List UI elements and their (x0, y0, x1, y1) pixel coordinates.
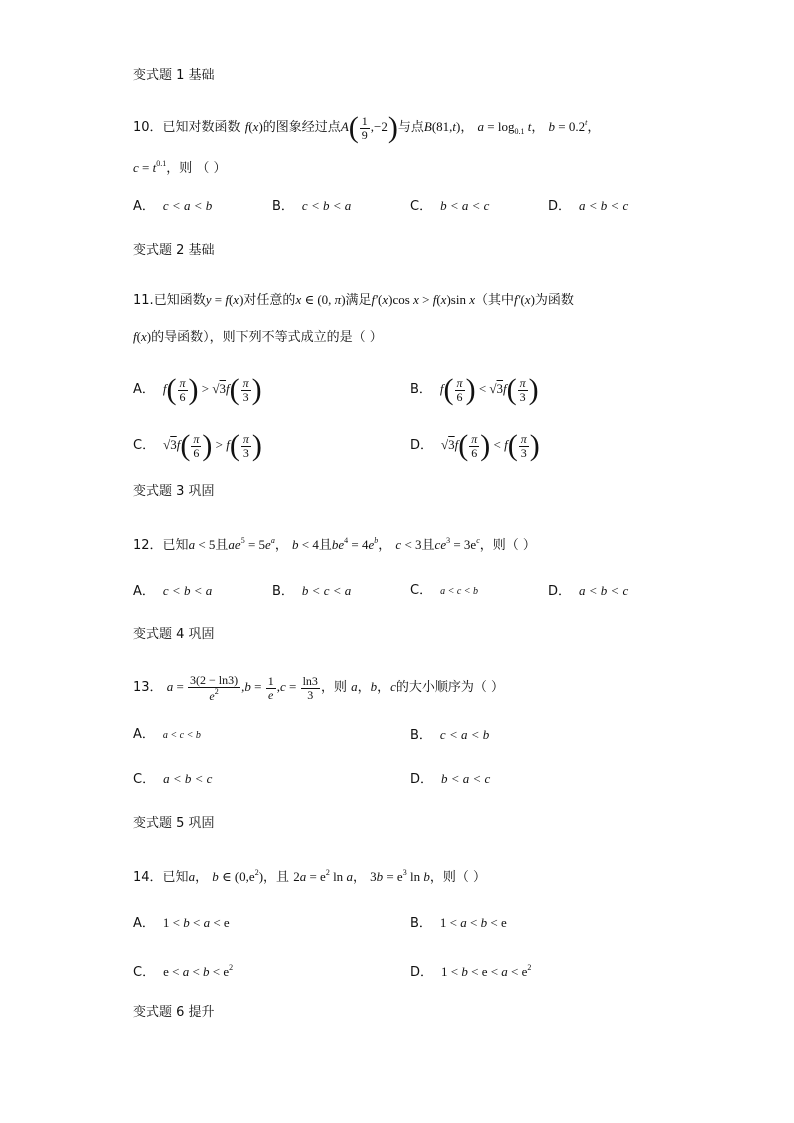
option-a[interactable]: A． c < a < b (133, 198, 213, 214)
question-number: 11. (133, 293, 154, 308)
option-c[interactable]: C． $e < a < b < e^2$ (133, 963, 234, 980)
math-formula: $c = t^{0.1}$ (133, 159, 167, 175)
question-number: 12． (133, 538, 163, 553)
option-a[interactable]: A． 1 < b < a < e (133, 915, 230, 931)
question-11-line2: f(x)的导函数），则下列不等式成立的是（ ） (133, 329, 383, 345)
option-d[interactable]: D． $1 < b < e < a < e^2$ (410, 963, 532, 980)
question-13: 13． a = $\frac{3(2 - \ln 3)}{e^2}$ ,b = $\frac{1}{e}$ ,c = $\frac{\ln 3}{3}$ ，则 a，b，c的大小顺序为（ ） (133, 673, 505, 703)
option-d[interactable]: D． a < b < c (548, 198, 629, 214)
math-formula: $b = 0.2^t$ (548, 118, 588, 134)
question-14: 14．已知a， b ∈ $(0,e^2)$，且 $2a = e^2$ ln a， $3b = e^3$ ln b，则（ ） (133, 868, 486, 885)
option-c[interactable]: C． a < c < b (410, 583, 479, 598)
option-d[interactable]: D． √3f( $\frac{\pi}{6}$ ) < f( $\frac{\pi}{3}$ ) (410, 429, 540, 462)
option-a[interactable]: A． c < b < a (133, 583, 213, 599)
option-d[interactable]: D． a < b < c (548, 583, 629, 599)
option-c[interactable]: C． a < b < c (133, 771, 213, 787)
option-d[interactable]: D． b < a < c (410, 771, 491, 787)
option-b[interactable]: B． c < b < a (272, 198, 352, 214)
question-12: 12．已知a < 5且$ae^5 = 5e^a$， b < 4且$be^4 = 4e^b$， c < 3且$ce^3 = 3e^c$，则（ ） (133, 536, 536, 553)
question-10: 10．已知对数函数 f(x)的图象经过点A( $\frac{1}{9}$ ,−2)与点B(81,t)， $a = \log_{0.1} t$， $b = 0.2^t$， (133, 111, 601, 145)
question-number: 13． (133, 680, 163, 696)
section-heading-3: 变式题 3 巩固 (133, 484, 215, 499)
section-heading-4: 变式题 4 巩固 (133, 627, 215, 642)
question-number: 10． (133, 120, 163, 135)
section-heading-5: 变式题 5 巩固 (133, 816, 215, 831)
section-heading-2: 变式题 2 基础 (133, 243, 215, 258)
section-heading-6: 变式题 6 提升 (133, 1005, 215, 1020)
math-formula: B(81,t) (423, 119, 461, 134)
question-number: 14． (133, 870, 163, 885)
option-b[interactable]: B． b < c < a (272, 583, 352, 599)
option-c[interactable]: C． b < a < c (410, 198, 490, 214)
option-b[interactable]: B． 1 < a < b < e (410, 915, 507, 931)
math-formula: f(x) (244, 119, 263, 134)
option-b[interactable]: B． c < a < b (410, 727, 490, 743)
section-heading-1: 变式题 1 基础 (133, 68, 215, 83)
math-formula: $a = \log_{0.1} t$ (477, 119, 532, 136)
option-c[interactable]: C． √3f( $\frac{\pi}{6}$ ) > f( $\frac{\pi}{3}$ ) (133, 429, 262, 462)
option-a[interactable]: A． a < c < b (133, 727, 201, 742)
question-11: 11.已知函数y = f(x)对任意的x ∈ (0, π)满足f′(x)cos x > f(x)sin x（其中f′(x)为函数 (133, 292, 574, 308)
option-a[interactable]: A． f( $\frac{\pi}{6}$ ) > √3f( $\frac{\pi}{3}$ ) (133, 373, 262, 406)
option-b[interactable]: B． f( $\frac{\pi}{6}$ ) < √3f( $\frac{\pi}{3}$ ) (410, 373, 539, 406)
math-formula: A( $\frac{1}{9}$ ,−2) (340, 111, 398, 145)
question-10-line2: $c = t^{0.1}$，则 （ ） (133, 159, 227, 176)
